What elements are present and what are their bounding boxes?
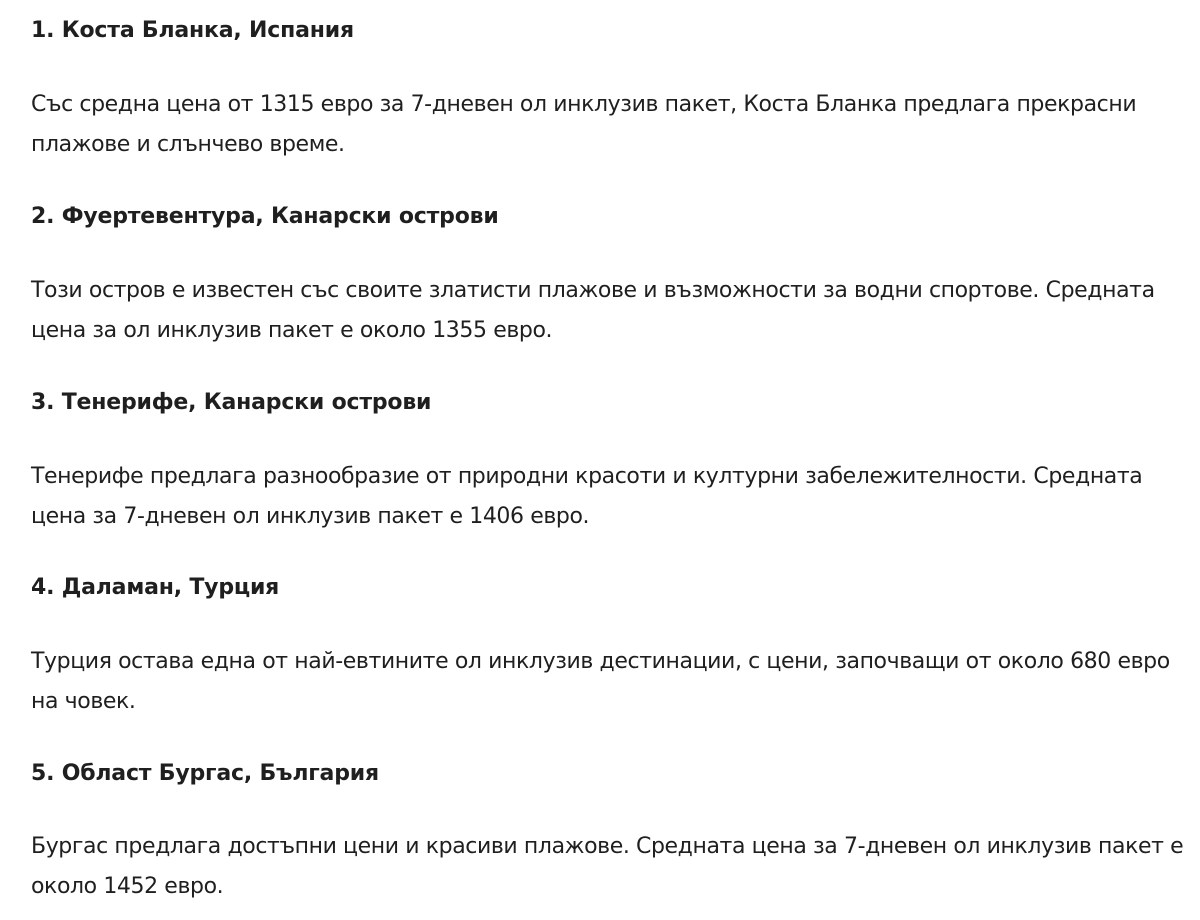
destination-description: Тенерифе предлага разнообразие от природни красоти и културни забележителности. Средната цена за 7-дневен ол инклузив пакет е 1406 евро. (31, 464, 1143, 529)
destination-description: Турция остава една от най-евтините ол инклузив дестинации, с цени, започващи от около 680 евро на човек. (31, 649, 1170, 714)
destination-description: Със средна цена от 1315 евро за 7-дневен ол инклузив пакет, Коста Бланка предлага прекрасни плажове и слънчево време. (31, 92, 1137, 157)
destination-heading: 3. Тенерифе, Канарски острови (31, 390, 432, 415)
destination-heading: 5. Област Бургас, България (31, 761, 379, 786)
destination-heading: 2. Фуертевентура, Канарски острови (31, 204, 499, 229)
destination-heading: 1. Коста Бланка, Испания (31, 18, 354, 43)
destination-heading: 4. Даламан, Турция (31, 575, 280, 600)
destination-description: Този остров е известен със своите златисти плажове и възможности за водни спортове. Средната цена за ол инклузив пакет е около 1355 евро. (31, 278, 1155, 343)
destination-description: Бургас предлага достъпни цени и красиви плажове. Средната цена за 7-дневен ол инклузив пакет е около 1452 евро. (31, 834, 1184, 899)
